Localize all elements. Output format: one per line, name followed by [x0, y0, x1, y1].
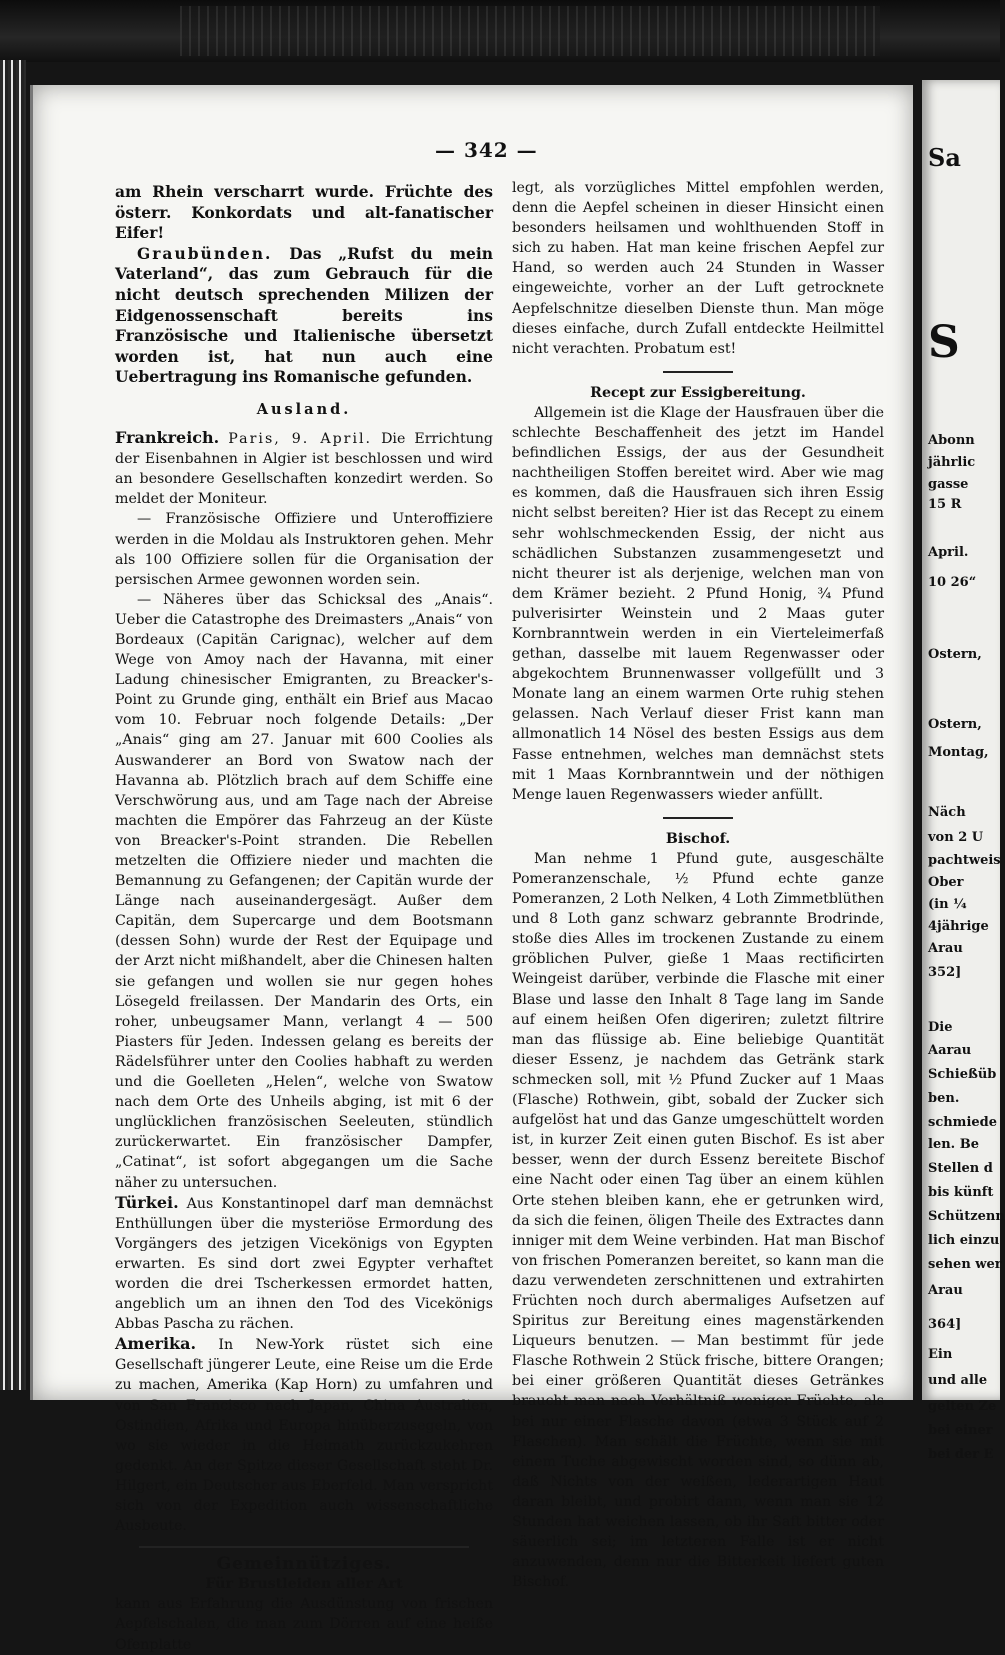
neighbor-text-fragment: lich einzu	[928, 1233, 1000, 1248]
neighbor-text-fragment: (in ¼	[928, 897, 967, 912]
tuerkei-text: Aus Konstantinopel darf man demnächst Enthüllungen über die mysteriöse Ermordung des Vorgängers des jetzigen Vicekönigs von Egypten erwarten. Es sind dort zwei Egypter verhaftet worden die drei Tscherkessen ermordet hatten, angeblich um an ihnen den Tod des Vicekönigs Abbas Pascha zu rächen.	[115, 1195, 493, 1333]
neighbor-page	[922, 80, 1005, 1462]
graubuenden-paragraph	[115, 244, 493, 388]
neighbor-text-fragment: Näch	[928, 805, 966, 820]
right-column	[512, 178, 884, 1592]
neighbor-text-fragment: Die	[928, 1020, 953, 1035]
bischof-paragraph: Man nehme 1 Pfund gute, ausgeschälte Pomeranzenschale, ½ Pfund echte ganze Pomeranzen, 2 Loth Nelken, 4 Loth Zimmetblüthen und 8 Loth ganz schwarz gebrannte Brodrinde, stoße dies Alles im trockenen Zustande zu einem gröblichen Pulver, gieße 1 Maas rectificirten Weingeist darüber, verbinde die Flasche mit einer Blase und lasse den Inhalt 8 Tage lang im Sande auf einem heißen Ofen digeriren; zuletzt filtrire man das flüssige ab. Eine beliebige Quantität dieser Essenz, je nachdem das Getränk stark schmecken soll, mit ½ Pfund Zucker auf 1 Maas (Flasche) Rothwein, gibt, sobald der Zucker sich aufgelöst hat und das Ganze umgeschüttelt worden ist, in kurzer Zeit einen guten Bischof. Es ist aber besser, wenn der durch Essenz bereitete Bischof eine Nacht oder einen Tag über an einem kühlen Orte stehen bleiben kann, ehe er getrunken wird, da sich die feinen, öligen Theile des Extractes dann inniger mit dem Weine verbinden. Hat man Bischof von frischen Pomeranzen bereitet, so kann man die dazu verwendeten zerschnittenen und extrahirten Früchten noch durch abermaliges Aufsetzen auf Spiritus zur Bereitung eines magenstärkenden Liqueurs benutzen. — Man bestimmt für jede Flasche Rothwein 2 Stück frische, bittere Orangen; bei einer größeren Quantität dieses Getränkes braucht man nach Verhältniß weniger Früchte, als bei nur einer Flasche davon (etwa 3 Stück auf 2 Flaschen). Man schält die Früchte, wenn sie mit einem Tuche abgewischt worden sind, so dünn ab, daß Nichts von der weißen, lederartigen Haut daran bleibt, und probirt dann, wenn man sie 12 Stunden hat weichen lassen, ob ihr Saft bitter oder säuerlich sei; im letzteren Falle ist er nicht anzuwenden, denn nur die Bitterkeit liefert guten Bischof.	[512, 850, 884, 1591]
neighbor-text-fragment: Stellen d	[928, 1161, 993, 1176]
neighbor-text-fragment: gasse	[928, 477, 969, 492]
divider-rule-2	[663, 817, 733, 819]
neighbor-text-fragment: Schießüb	[928, 1067, 997, 1082]
frankreich-paragraph-3: — Näheres über das Schicksal des „Anais“. Ueber die Catastrophe des Dreimasters „Anais“ von Bordeaux (Capitän Carignac), welcher auf dem Wege von Amoy nach der Havanna, mit einer Ladung chinesischer Emigranten, zu Breacker's-Point zu Grunde ging, enthält ein Brief aus Macao vom 10. Februar noch folgende Details: „Der „Anais“ ging am 27. Januar mit 600 Coolies als Auswanderer an Bord von Swatow nach der Havanna ab. Plötzlich brach auf dem Schiffe eine Verschwörung aus, und am Tage nach der Abreise machten die Empörer das Fahrzeug an der Küste von Breacker's-Point stranden. Die Rebellen metzelten die Offiziere nieder und machten die Bemannung zu Gefangenen; der Capitän wurde der Länge nach auseinandergesägt. Außer dem Capitän, dem Supercarge und dem Bootsmann (dessen Sohn) wurde der Rest der Equipage und der Arzt nicht mißhandelt, aber die Chinesen halten sie gefangen und wollen sie nur gegen hohes Lösegeld freilassen. Der Mandarin des Orts, ein roher, unbeugsamer Mann, verlangt 4 — 500 Piasters für Jeden. Indessen gelang es bereits der Rädelsführer unter den Coolies habhaft zu werden und die Goelleten „Helen“, welche von Swatow nach dem Orte des Unheils abging, ist mit 6 der unglücklichen französischen Seeleuten, stündlich zurückerwartet. Ein französischer Dampfer, „Catinat“, ist sofort abgegangen um die Sache näher zu untersuchen.	[115, 591, 493, 1191]
brustleiden-heading: Für Brustleiden aller Art	[205, 1576, 403, 1593]
essig-paragraph: Allgemein ist die Klage der Hausfrauen über die schlechte Beschaffenheit des jetzt im Handel befindlichen Essigs, der aus der Gesundheit nachtheiligen Stoffen bereitet wird. Aber wie mag es kommen, daß die Hausfrauen sich ihren Essig nicht selbst bereiten? Hier ist das Recept zu einem sehr wohlschmeckenden Essig, der nicht aus schädlichen Substanzen zusammengesetzt und nicht theurer ist als derjenige, welchen man von dem Krämer bezieht. 2 Pfund Honig, ¾ Pfund pulverisirter Weinstein und 2 Maas guter Kornbranntwein werden in ein Vierteleimerfaß gethan, dasselbe mit lauem Regenwasser oder abgekochtem Brunnenwasser vollgefüllt und 3 Monate lang an einem warmen Orte ruhig stehen gelassen. Nach Verlauf dieser Frist kann man allmonatlich 14 Nösel des besten Essigs aus dem Fasse entnehmen, welches man demnächst stets mit 1 Maas Kornbranntwein und der nöthigen Menge lauen Regenwassers wieder anfüllt.	[512, 404, 884, 803]
neighbor-text-fragment: ben.	[928, 1091, 960, 1106]
neighbor-text-fragment: von 2 U	[928, 830, 984, 845]
amerika-label: Amerika.	[115, 1334, 197, 1354]
left-column	[115, 182, 493, 1655]
tuerkei-label: Türkei.	[115, 1192, 179, 1212]
neighbor-text-fragment: 352]	[928, 965, 962, 980]
frankreich-label: Frankreich.	[115, 428, 220, 448]
tuerkei-paragraph	[115, 1193, 493, 1335]
section-divider	[139, 1546, 469, 1548]
amerika-paragraph	[115, 1334, 493, 1536]
frankreich-paragraph	[115, 428, 493, 509]
neighbor-text-fragment: bis künft	[928, 1185, 994, 1200]
neighbor-text-fragment: 364]	[928, 1317, 962, 1332]
intro-paragraph: am Rhein verscharrt wurde. Früchte des österr. Konkordats und alt-fanatischer Eifer!	[115, 182, 493, 243]
continuation-paragraph: legt, als vorzügliches Mittel empfohlen werden, denn die Aepfel scheinen in dieser Hinsicht einen besonders heilsamen und wohlthuenden Stoff in sich zu haben. Hat man keine frischen Aepfel zur Hand, so werden auch 24 Stunden in Wasser eingeweichte, vorher an der Luft getrocknete Aepfelschnitze dieselben Dienste thun. Man möge dieses einfache, durch Zufall entdeckte Heilmittel nicht verachten. Probatum est!	[512, 180, 884, 357]
essig-heading: Recept zur Essigbereitung.	[590, 384, 806, 401]
neighbor-text-fragment: bei der E	[928, 1447, 994, 1462]
neighbor-text-fragment: Arau	[928, 941, 963, 956]
neighbor-text-fragment: Arau	[928, 1283, 963, 1298]
neighbor-text-fragment: Sa	[928, 143, 961, 172]
neighbor-text-fragment: Schützenn	[928, 1209, 1005, 1224]
neighbor-text-fragment: pachtweis	[928, 853, 1001, 868]
frankreich-dateline: Paris, 9. April.	[228, 431, 373, 448]
neighbor-text-fragment: 10 26“	[928, 575, 977, 590]
neighbor-text-fragment: S	[928, 317, 960, 368]
neighbor-text-fragment: schmiede	[928, 1115, 998, 1130]
neighbor-text-fragment: jährlic	[928, 455, 976, 470]
amerika-text: In New-York rüstet sich eine Gesellschaft jüngerer Leute, eine Reise um die Erde zu machen, Amerika (Kap Horn) zu umfahren und von San Francisco nach Japan, China Australien, Ostindien, Afrika und Europa hinüberzusegeln, von wo sie wieder in die Heimath zurückzukehren gedenkt. An der Spitze dieser Gesellschaft steht Dr. Hilgert, ein Deutscher aus Eberfeld. Man verspricht sich von der Expedition auch wissenschaftliche Ausbeute.	[115, 1337, 494, 1535]
neighbor-text-fragment: Ein	[928, 1347, 953, 1362]
frankreich-text-1: Die Errichtung der Eisenbahnen in Algier ist beschlossen und wird an besondere Gesellschaften konzedirt werden. So meldet der Moniteur.	[115, 431, 493, 508]
graubuenden-text: Das „Rufst du mein Vaterland“, das zum Gebrauch für die nicht deutsch sprechenden Milizen der Eidgenossenschaft bereits ins Französische und Italienische übersetzt worden ist, hat nun auch eine Uebertragung ins Romanische gefunden.	[115, 243, 493, 387]
neighbor-text-fragment: sehen wer	[928, 1257, 1002, 1272]
neighbor-text-fragment: April.	[928, 545, 969, 560]
neighbor-text-fragment: Aarau	[928, 1043, 972, 1058]
neighbor-text-fragment: bei einer	[928, 1423, 993, 1438]
bischof-heading: Bischof.	[665, 830, 731, 847]
gemeinnuetziges-heading: Gemeinnütziges.	[216, 1554, 392, 1575]
book-binding	[0, 60, 26, 1390]
divider-rule	[663, 371, 733, 373]
neighbor-text-fragment: Montag,	[928, 745, 989, 760]
graubuenden-label: Graubünden.	[137, 243, 273, 263]
ausland-heading: Ausland.	[256, 400, 352, 418]
scanner-top-edge	[0, 0, 1000, 62]
neighbor-text-fragment: Ober	[928, 875, 964, 890]
neighbor-text-fragment: Ostern,	[928, 647, 982, 662]
neighbor-text-fragment: len. Be	[928, 1137, 979, 1152]
page-number: — 342 —	[435, 138, 538, 162]
brustleiden-text: kann aus Erfahrung die Ausdünstung von frischen Aepfelschalen, die man zum Dörren auf eine heiße Ofenplatte	[115, 1596, 493, 1653]
frankreich-paragraph-2: — Französische Offiziere und Unteroffiziere werden in die Moldau als Instruktoren gehen. Mehr als 100 Offiziere sollen für die Organisation der persischen Armee gewonnen worden sein.	[115, 511, 493, 588]
neighbor-text-fragment: 15 R	[928, 497, 962, 512]
neighbor-text-fragment: Ostern,	[928, 717, 982, 732]
neighbor-text-fragment: Abonn	[928, 433, 975, 448]
neighbor-text-fragment: 4jährige	[928, 919, 989, 934]
neighbor-text-fragment: und alle	[928, 1373, 988, 1388]
neighbor-text-fragment: gelten Ze	[928, 1399, 997, 1414]
